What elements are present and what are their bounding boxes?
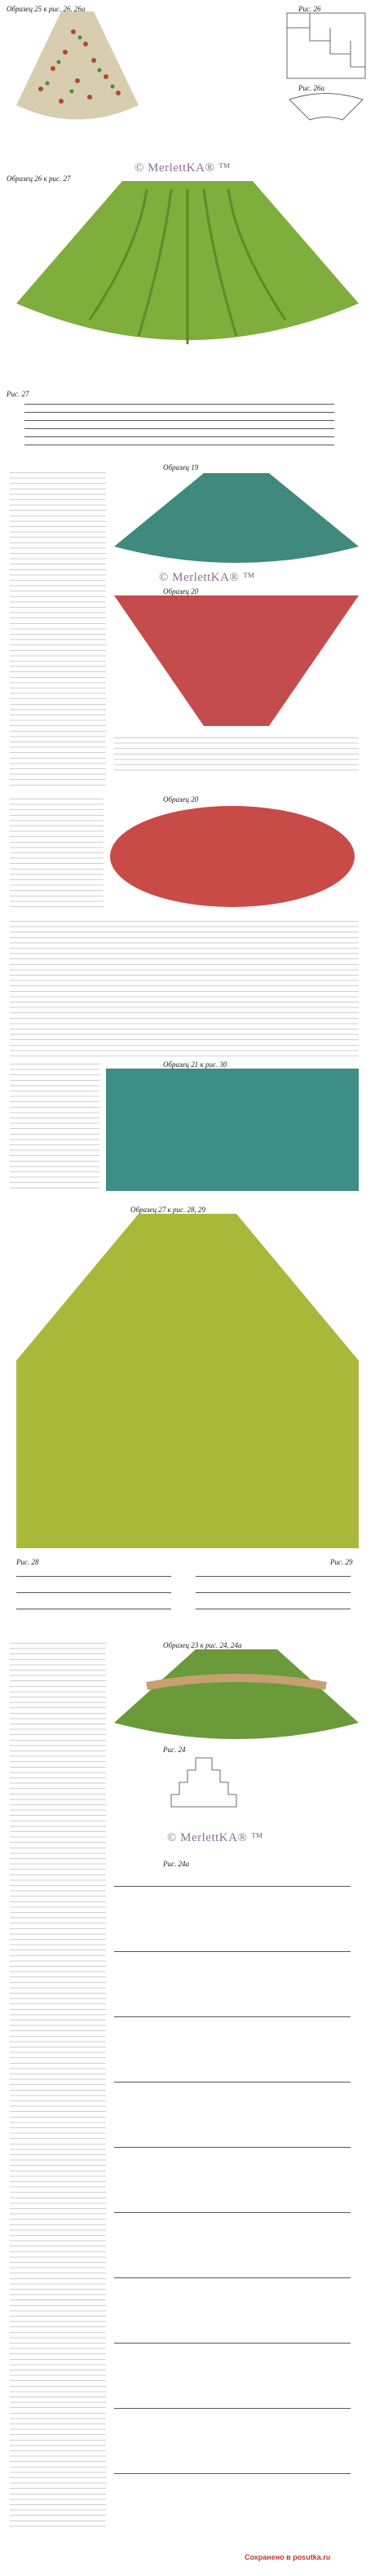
caption-sample26: Образец 26 к рис. 27 xyxy=(7,175,71,183)
chart-fig24 xyxy=(163,1754,245,1827)
chart-fig26 xyxy=(285,11,367,81)
watermark: © MerlettKA® ™ xyxy=(167,1831,263,1844)
instructions-text-2 xyxy=(114,734,359,775)
chart-fig26a xyxy=(285,91,367,124)
chart-fig27 xyxy=(16,400,359,449)
caption-fig28: Рис. 28 xyxy=(16,1558,39,1566)
caption-fig29: Рис. 29 xyxy=(330,1558,353,1566)
instructions-text-6 xyxy=(10,1640,106,2529)
caption-sample21: Образец 21 к рис. 30 xyxy=(163,1060,227,1069)
instructions-text-3 xyxy=(10,795,104,910)
instructions-text-1 xyxy=(10,469,106,787)
watermark: © MerlettKA® ™ xyxy=(159,571,255,584)
instructions-text-5 xyxy=(10,1060,99,1191)
caption-fig26: Рис. 26 xyxy=(298,5,321,13)
chart-fig29 xyxy=(196,1568,359,1625)
site-footer: Сохранено в posutka.ru xyxy=(245,2553,331,2561)
caption-sample27: Образец 27 к рис. 28, 29 xyxy=(130,1206,205,1214)
caption-sample25: Образец 25 к рис. 26, 26а xyxy=(7,5,86,13)
knit-photo-sample21 xyxy=(106,1069,359,1191)
watermark: © MerlettKA® ™ xyxy=(135,162,231,175)
knit-photo-sample20 xyxy=(114,595,359,726)
knit-photo-sample27 xyxy=(16,1214,359,1548)
caption-sample23: Образец 23 к рис. 24, 24а xyxy=(163,1641,242,1649)
knit-photo-sample25 xyxy=(16,11,139,126)
caption-fig24: Рис. 24 xyxy=(163,1746,186,1754)
caption-sample20b: Образец 20 xyxy=(163,795,199,803)
knit-photo-sample19 xyxy=(114,473,359,563)
caption-fig27: Рис. 27 xyxy=(7,390,29,398)
caption-fig26a: Рис. 26а xyxy=(298,84,324,92)
chart-fig24a xyxy=(114,1870,359,2538)
instructions-text-4 xyxy=(10,918,359,1056)
caption-sample19: Образец 19 xyxy=(163,463,199,471)
knit-photo-sample23 xyxy=(114,1649,359,1739)
knit-photo-sample26 xyxy=(16,181,359,352)
knit-photo-sample20b xyxy=(106,803,359,910)
caption-fig24a: Рис. 24а xyxy=(163,1860,189,1868)
chart-fig28 xyxy=(16,1568,179,1625)
caption-sample20: Образец 20 xyxy=(163,587,199,595)
